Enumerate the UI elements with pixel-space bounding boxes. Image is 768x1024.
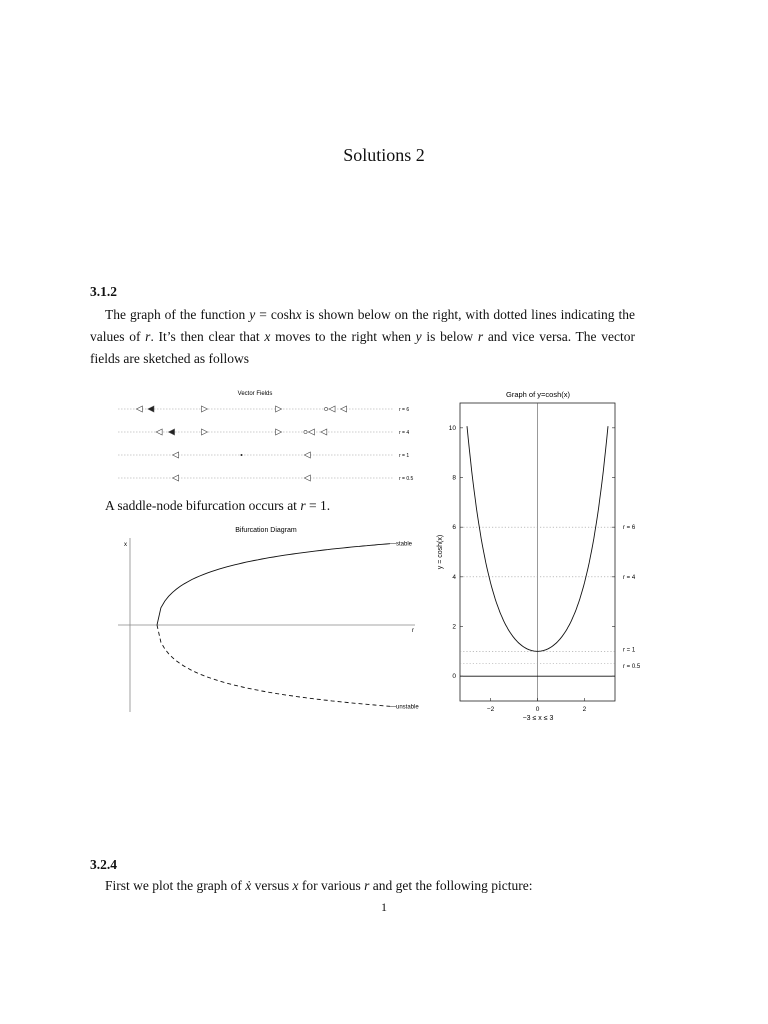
line-text: First we plot the graph of bbox=[105, 878, 246, 893]
math-var: x bbox=[264, 329, 271, 344]
para-text: is below bbox=[421, 329, 478, 344]
bifurcation-ylabel: x bbox=[124, 542, 127, 548]
page-title: Solutions 2 bbox=[343, 145, 425, 165]
r-value-label: r = 6 bbox=[623, 525, 636, 532]
page-number: 1 bbox=[381, 900, 387, 914]
y-tick-label: 8 bbox=[452, 474, 456, 482]
cosh-graph bbox=[430, 385, 655, 730]
line-text: and get the following picture: bbox=[369, 878, 533, 893]
fixed-point-dot bbox=[241, 454, 243, 456]
arrow-left-icon bbox=[321, 429, 327, 435]
section-heading-312: 3.1.2 bbox=[90, 284, 117, 299]
bifurcation-diagram bbox=[110, 520, 430, 720]
stable-branch bbox=[157, 544, 390, 625]
x-tick-label: 0 bbox=[535, 706, 540, 713]
open-fixed-point bbox=[324, 407, 327, 410]
r-value-label: r = 0.5 bbox=[623, 663, 641, 670]
vector-row-label: r = 1 bbox=[399, 453, 410, 459]
saddle-text: A saddle-node bifurcation occurs at bbox=[105, 498, 301, 513]
y-tick-label: 4 bbox=[452, 573, 456, 581]
unstable-label: —unstable bbox=[390, 704, 419, 711]
arrow-left-icon bbox=[148, 406, 154, 412]
r-value-label: r = 1 bbox=[623, 647, 636, 654]
section-312-paragraph bbox=[90, 304, 635, 370]
line-text: versus bbox=[251, 878, 293, 893]
y-tick-label: 2 bbox=[452, 623, 456, 631]
arrow-left-icon bbox=[173, 452, 179, 458]
math-var: r bbox=[477, 329, 484, 344]
math-var: r bbox=[364, 878, 370, 893]
arrow-left-icon bbox=[173, 475, 179, 481]
x-tick-label: 2 bbox=[582, 706, 587, 713]
para-text: . It’s then clear that bbox=[150, 329, 265, 344]
r-value-label: r = 4 bbox=[623, 574, 636, 581]
arrow-left-icon bbox=[136, 406, 142, 412]
arrow-left-icon bbox=[329, 406, 335, 412]
bifurcation-xlabel: r bbox=[412, 628, 414, 634]
y-tick-label: 6 bbox=[452, 524, 456, 532]
math-var: x bbox=[295, 307, 302, 322]
para-text: = cosh bbox=[255, 307, 296, 322]
arrow-right-icon bbox=[276, 429, 282, 435]
math-var: y bbox=[249, 307, 256, 322]
section-324-line bbox=[105, 878, 532, 894]
arrow-left-icon bbox=[304, 475, 310, 481]
math-var: r bbox=[300, 498, 306, 513]
arrow-left-icon bbox=[341, 406, 347, 412]
math-var: y bbox=[415, 329, 422, 344]
y-tick-label: 10 bbox=[448, 424, 456, 432]
unstable-branch bbox=[157, 625, 390, 706]
para-text: is shown below on the right, with dotted lines indicating the values of bbox=[90, 307, 636, 344]
vector-row-label: r = 4 bbox=[399, 430, 410, 436]
vector-row-label: r = 6 bbox=[399, 407, 410, 413]
x-tick-label: −2 bbox=[486, 706, 495, 713]
line-text: for various bbox=[298, 878, 365, 893]
bifurcation-title: Bifurcation Diagram bbox=[235, 527, 297, 534]
cosh-ylabel: y = cosh(x) bbox=[437, 534, 444, 570]
cosh-xlabel: −3 ≤ x ≤ 3 bbox=[522, 715, 554, 722]
saddle-node-sentence bbox=[105, 498, 330, 514]
y-tick-label: 0 bbox=[452, 673, 456, 681]
cosh-title: Graph of y=cosh(x) bbox=[506, 390, 570, 399]
para-text: moves to the right when bbox=[270, 329, 416, 344]
vector-fields-title: Vector Fields bbox=[237, 391, 273, 397]
arrow-right-icon bbox=[201, 406, 207, 412]
vector-row-label: r = 0.5 bbox=[399, 476, 414, 482]
stable-label: —stable bbox=[390, 541, 413, 548]
arrow-right-icon bbox=[276, 406, 282, 412]
vector-fields-chart bbox=[110, 385, 420, 485]
math-var: x bbox=[292, 878, 299, 893]
open-fixed-point bbox=[304, 430, 307, 433]
arrow-left-icon bbox=[156, 429, 162, 435]
para-text: The graph of the function bbox=[105, 307, 250, 322]
arrow-left-icon bbox=[308, 429, 314, 435]
arrow-left-icon bbox=[304, 452, 310, 458]
para-text: and vice versa. The vector fields are sketched as follows bbox=[90, 329, 635, 366]
math-var: ẋ bbox=[245, 878, 252, 893]
math-var: r bbox=[145, 329, 151, 344]
section-heading-324: 3.2.4 bbox=[90, 857, 117, 872]
arrow-right-icon bbox=[201, 429, 207, 435]
arrow-left-icon bbox=[169, 429, 175, 435]
saddle-text: = 1. bbox=[305, 498, 331, 513]
